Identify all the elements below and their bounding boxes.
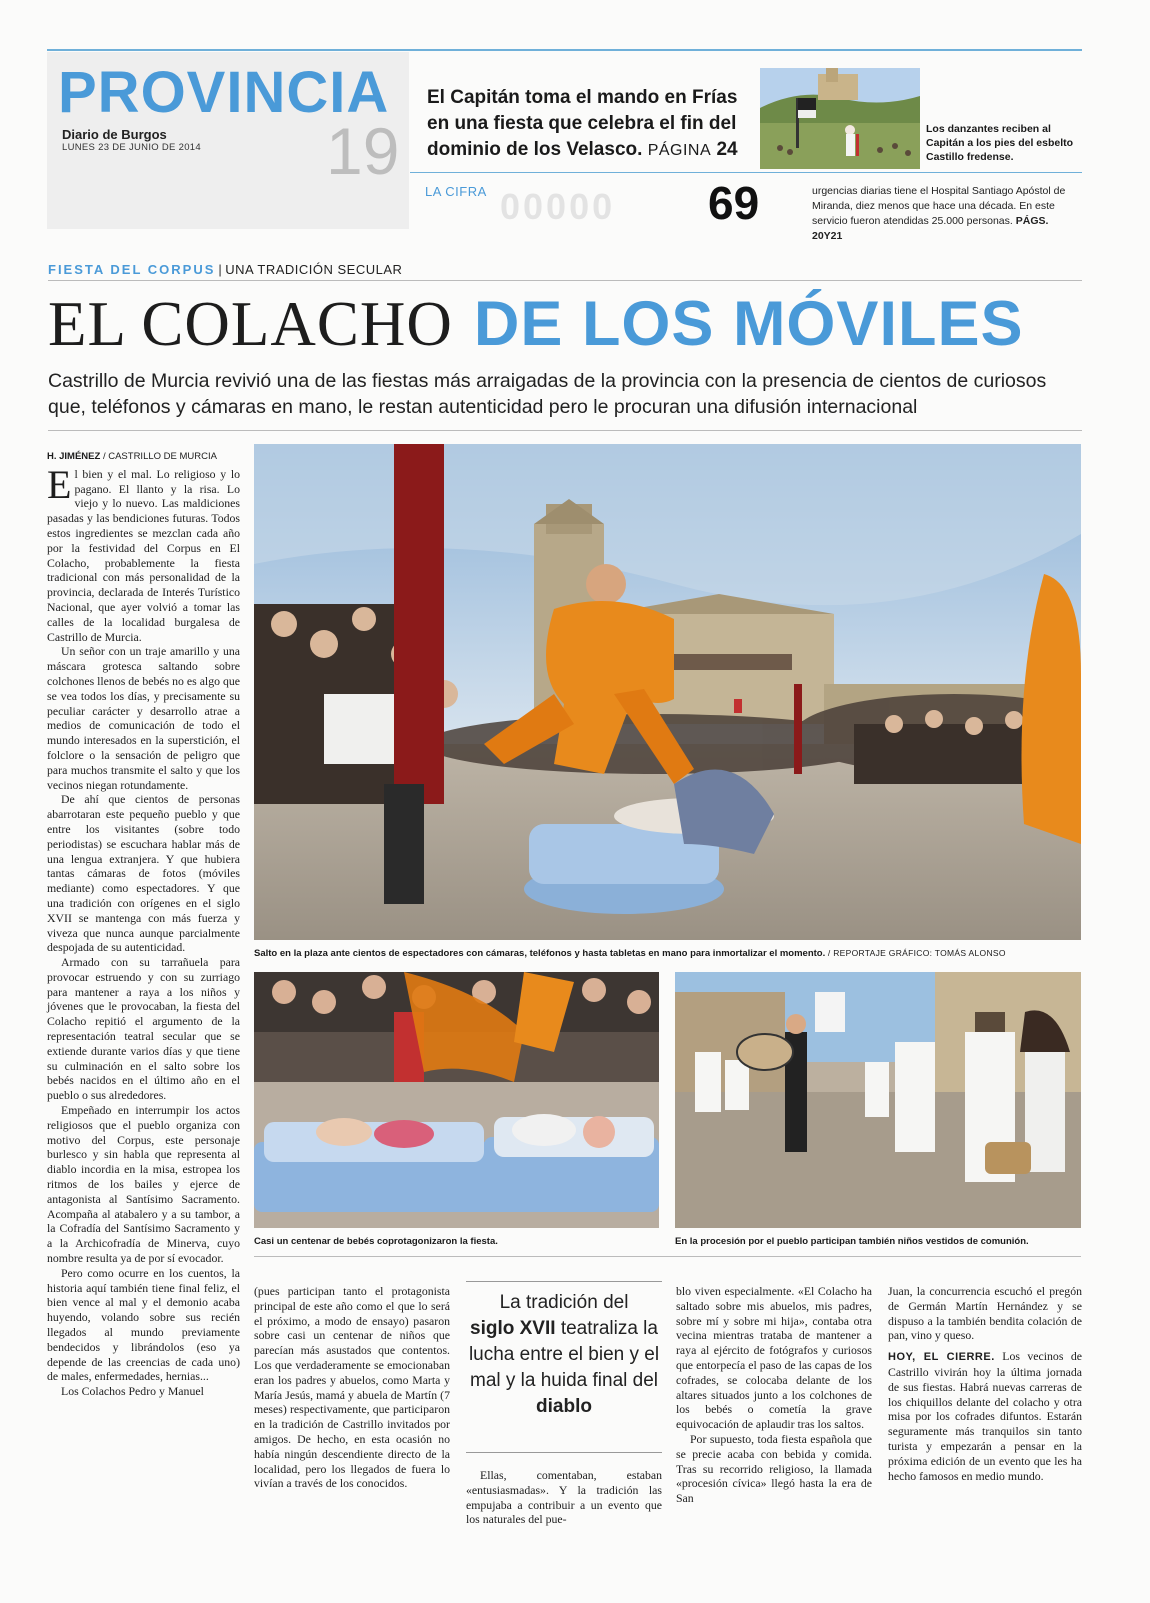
- kicker-section: FIESTA DEL CORPUS: [48, 262, 216, 277]
- main-photo-colacho-jump: [254, 444, 1081, 940]
- section-title: PROVINCIA: [58, 60, 390, 125]
- teaser-page-number: 24: [716, 139, 738, 160]
- paragraph: HOY, EL CIERRE. Los vecinos de Castrillo vivirán hoy la última jornada de sus fiestas. Habrá nuevas carreras de los chiquillos delante del colacho y otra misa por los cofrades difuntos. Estarán seguramente más tranquilos sin tanto turista y empezarán a pensar en la próxima edición de un evento que les ha hecho famosos en medio mundo.: [888, 1349, 1083, 1483]
- cifra-background-digits: 00000: [500, 186, 616, 227]
- paragraph: Juan, la concurrencia escuchó el pregón de Germán Martín Hernández y se dispuso a la también bendita colación de pan, vino y queso.: [888, 1284, 1082, 1343]
- headline-part-2: DE LOS MÓVILES: [473, 289, 1024, 359]
- paragraph: Un señor con un traje amarillo y una máscara grotesca saltando sobre colchones llenos de bebés no es algo que se vea todos los días, y precisamente su peculiar carácter y desarrollo atrae a medios de comunicación de todo el mundo interesados en la superstición, el folclore o la sensación de peligro que para muchos transmite el salto y que los vecinos niegan rotundamente.: [47, 644, 240, 792]
- teaser-photo-caption: Los danzantes reciben al Capitán a los pies del esbelto Castillo fredense.: [926, 123, 1074, 163]
- byline: H. JIMÉNEZ / CASTRILLO DE MURCIA: [47, 451, 217, 462]
- procession-photo: [675, 972, 1081, 1228]
- cifra-pages: PÁGS. 20Y21: [812, 215, 1049, 242]
- kicker-topic: UNA TRADICIÓN SECULAR: [225, 262, 403, 277]
- paragraph: De ahí que cientos de personas abarrotaran este pequeño pueblo y que entre los visitantes (sobre todo periodistas) se escuchara hablar más de una lengua extranjera. Y que hubiera tantas cámaras de fotos (móviles mediante) como espectadores. Y que una tradición con orígenes en el siglo XVII se mantenga con más fuerza y viveza que nunca aunque parcialmente despojada de su autenticidad.: [47, 792, 240, 955]
- teaser-page-label: PÁGINA: [647, 142, 712, 159]
- cifra-number: 69: [708, 177, 760, 229]
- paragraph: blo viven especialmente. «El Colacho ha saltado sobre mis abuelos, mis padres, sobre mí y sobre mi hija», contaba otra vecina mientras trataba de mantener a raya al ejército de fotógrafos y curiosos que entorpecía el paso de las capas de los cofrades, se colocaba delante de los altares situados junto a los colchones de los bebés o cometía la grave equivocación de aplaudir tras los saltos.: [676, 1284, 872, 1432]
- pull-quote: [466, 1281, 662, 1453]
- babies-photo-caption: Casi un centenar de bebés coprotagonizaron la fiesta.: [254, 1236, 498, 1247]
- cifra-description: urgencias diarias tiene el Hospital Santiago Apóstol de Miranda, diez menos que hace una década. En este servicio fueron atendidas 25.000 personas.: [812, 185, 1066, 227]
- main-photo-caption: [254, 948, 1081, 959]
- article-column-5: [888, 1284, 1082, 1483]
- byline-place: CASTRILLO DE MURCIA: [108, 451, 217, 462]
- page-number: 19: [326, 114, 400, 188]
- teaser-headline[interactable]: [427, 85, 757, 164]
- captions-rule: [254, 1256, 1081, 1257]
- article-column-1: [47, 450, 240, 1399]
- paragraph: Por supuesto, toda fiesta española que se precie acaba con bebida y comida. Tras su recorrido religioso, la llamada «procesión cívica» llegó hasta la era de San: [676, 1431, 872, 1506]
- section-kicker: FIESTA DEL CORPUS | UNA TRADICIÓN SECULAR: [48, 262, 403, 277]
- article-column-4: [676, 1284, 872, 1506]
- paragraph: El bien y el mal. Lo religioso y lo pagano. El llanto y la risa. Lo viejo y lo nuevo. Las maldiciones pasadas y las bendiciones futuras. Todos estos ingredientes se mezclan cada año por la festividad del Corpus en El Colacho, probablemente la fiesta tradicional con más personalidad de la provincia, declarada de Interés Turístico Nacional, que ayer volvió a tomar las calles de la localidad burgalesa de Castrillo de Murcia.: [47, 461, 240, 644]
- paragraph: Pero como ocurre en los cuentos, la historia aquí también tiene final feliz, el bien vence al mal y el demonio acaba huyendo, volando sobre sus recién llegados al mundo previamente bendecidos y librándolos (eso ya depende de las creencias de cada uno) de males, enfermedades, hernias...: [47, 1265, 240, 1384]
- kicker-rule: [48, 280, 1082, 281]
- paragraph: Ellas, comentaban, estaban «entusiasmadas». Y la tradición las empujaba a contribuir a un evento que los naturales del pue-: [466, 1468, 662, 1527]
- paragraph: Los Colachos Pedro y Manuel: [61, 1384, 204, 1399]
- headline-part-1: EL COLACHO: [48, 289, 453, 359]
- issue-date: LUNES 23 DE JUNIO DE 2014: [62, 142, 201, 153]
- article-column-2: [254, 1284, 450, 1491]
- teaser-photo: [760, 68, 920, 169]
- subheadline: Castrillo de Murcia revivió una de las fiestas más arraigadas de la provincia con la presencia de cientos de curiosos que, teléfonos y cámaras en mano, le restan autenticidad pero le procuran una difusión internacional: [48, 370, 1047, 418]
- paper-name: Diario de Burgos: [62, 127, 167, 142]
- photo-credit: / REPORTAJE GRÁFICO: TOMÁS ALONSO: [827, 948, 1006, 958]
- byline-author: H. JIMÉNEZ: [47, 451, 101, 462]
- article-column-3: [466, 1468, 662, 1527]
- dropcap: E: [47, 461, 72, 507]
- subsection-lead: HOY, EL CIERRE.: [888, 1351, 995, 1364]
- subhead-rule: [48, 430, 1082, 431]
- main-caption-text: Salto en la plaza ante cientos de espectadores con cámaras, teléfonos y hasta tabletas en mano para inmortalizar el momento.: [254, 948, 826, 959]
- babies-photo: [254, 972, 659, 1228]
- pull-quote-text: La tradición del siglo XVII teatraliza la lucha entre el bien y el mal y la huida final del diablo: [468, 1292, 660, 1417]
- cifra-text[interactable]: [812, 184, 1080, 244]
- paragraph: Empeñado en interrumpir los actos religiosos que el pueblo organiza con motivo del Corpus, este personaje burlesco y sin habla que representa al diablo incordia en la misa, estropea los ritmos de los bailes y ejerce de antagonista al Santísimo Sacramento. Acompaña al atabalero y a su tambor, a la Cofradía del Santísimo Sacramento y a la Archicofradía de Minerva, cuyo nombre resulta ya de por sí evocador.: [47, 1103, 240, 1266]
- cifra-label: LA CIFRA: [425, 184, 487, 199]
- teaser-text: El Capitán toma el mando en Frías en una fiesta que celebra el fin del dominio de los Velasco.: [427, 87, 738, 160]
- cifra-rule: [410, 172, 1082, 173]
- top-rule: [47, 49, 1082, 51]
- paragraph: Armado con su tarrañuela para provocar estruendo y con su zurriago para mantener a raya a los niños y jóvenes que le provocaban, la fiesta del Colacho repitió el argumento de la representación teatral secular que se extiende durante varios días y que tiene su culminación en el salto sobre los bebés nacidos en el último año en el pueblo o sus alrededores.: [47, 955, 240, 1103]
- headline: [48, 289, 1024, 359]
- paragraph: (pues participan tanto el protagonista principal de este año como el que lo será el próximo, a modo de ensayo) pasaron sobre casi un centenar de niños que parecían más asustados que contentos. Los que verdaderamente se emocionaban eran los padres y abuelos, como Marta y María Jesús, mamá y abuela de Martín (7 meses) respectivamente, que participaron en la tradición de Castrillo invitados por amigos. De hecho, en esta ocasión no había ningún descendiente directo de la localidad, pero los llegados de fuera lo vivían a través de los conocidos.: [254, 1284, 450, 1491]
- procession-photo-caption: En la procesión por el pueblo participan también niños vestidos de comunión.: [675, 1236, 1029, 1247]
